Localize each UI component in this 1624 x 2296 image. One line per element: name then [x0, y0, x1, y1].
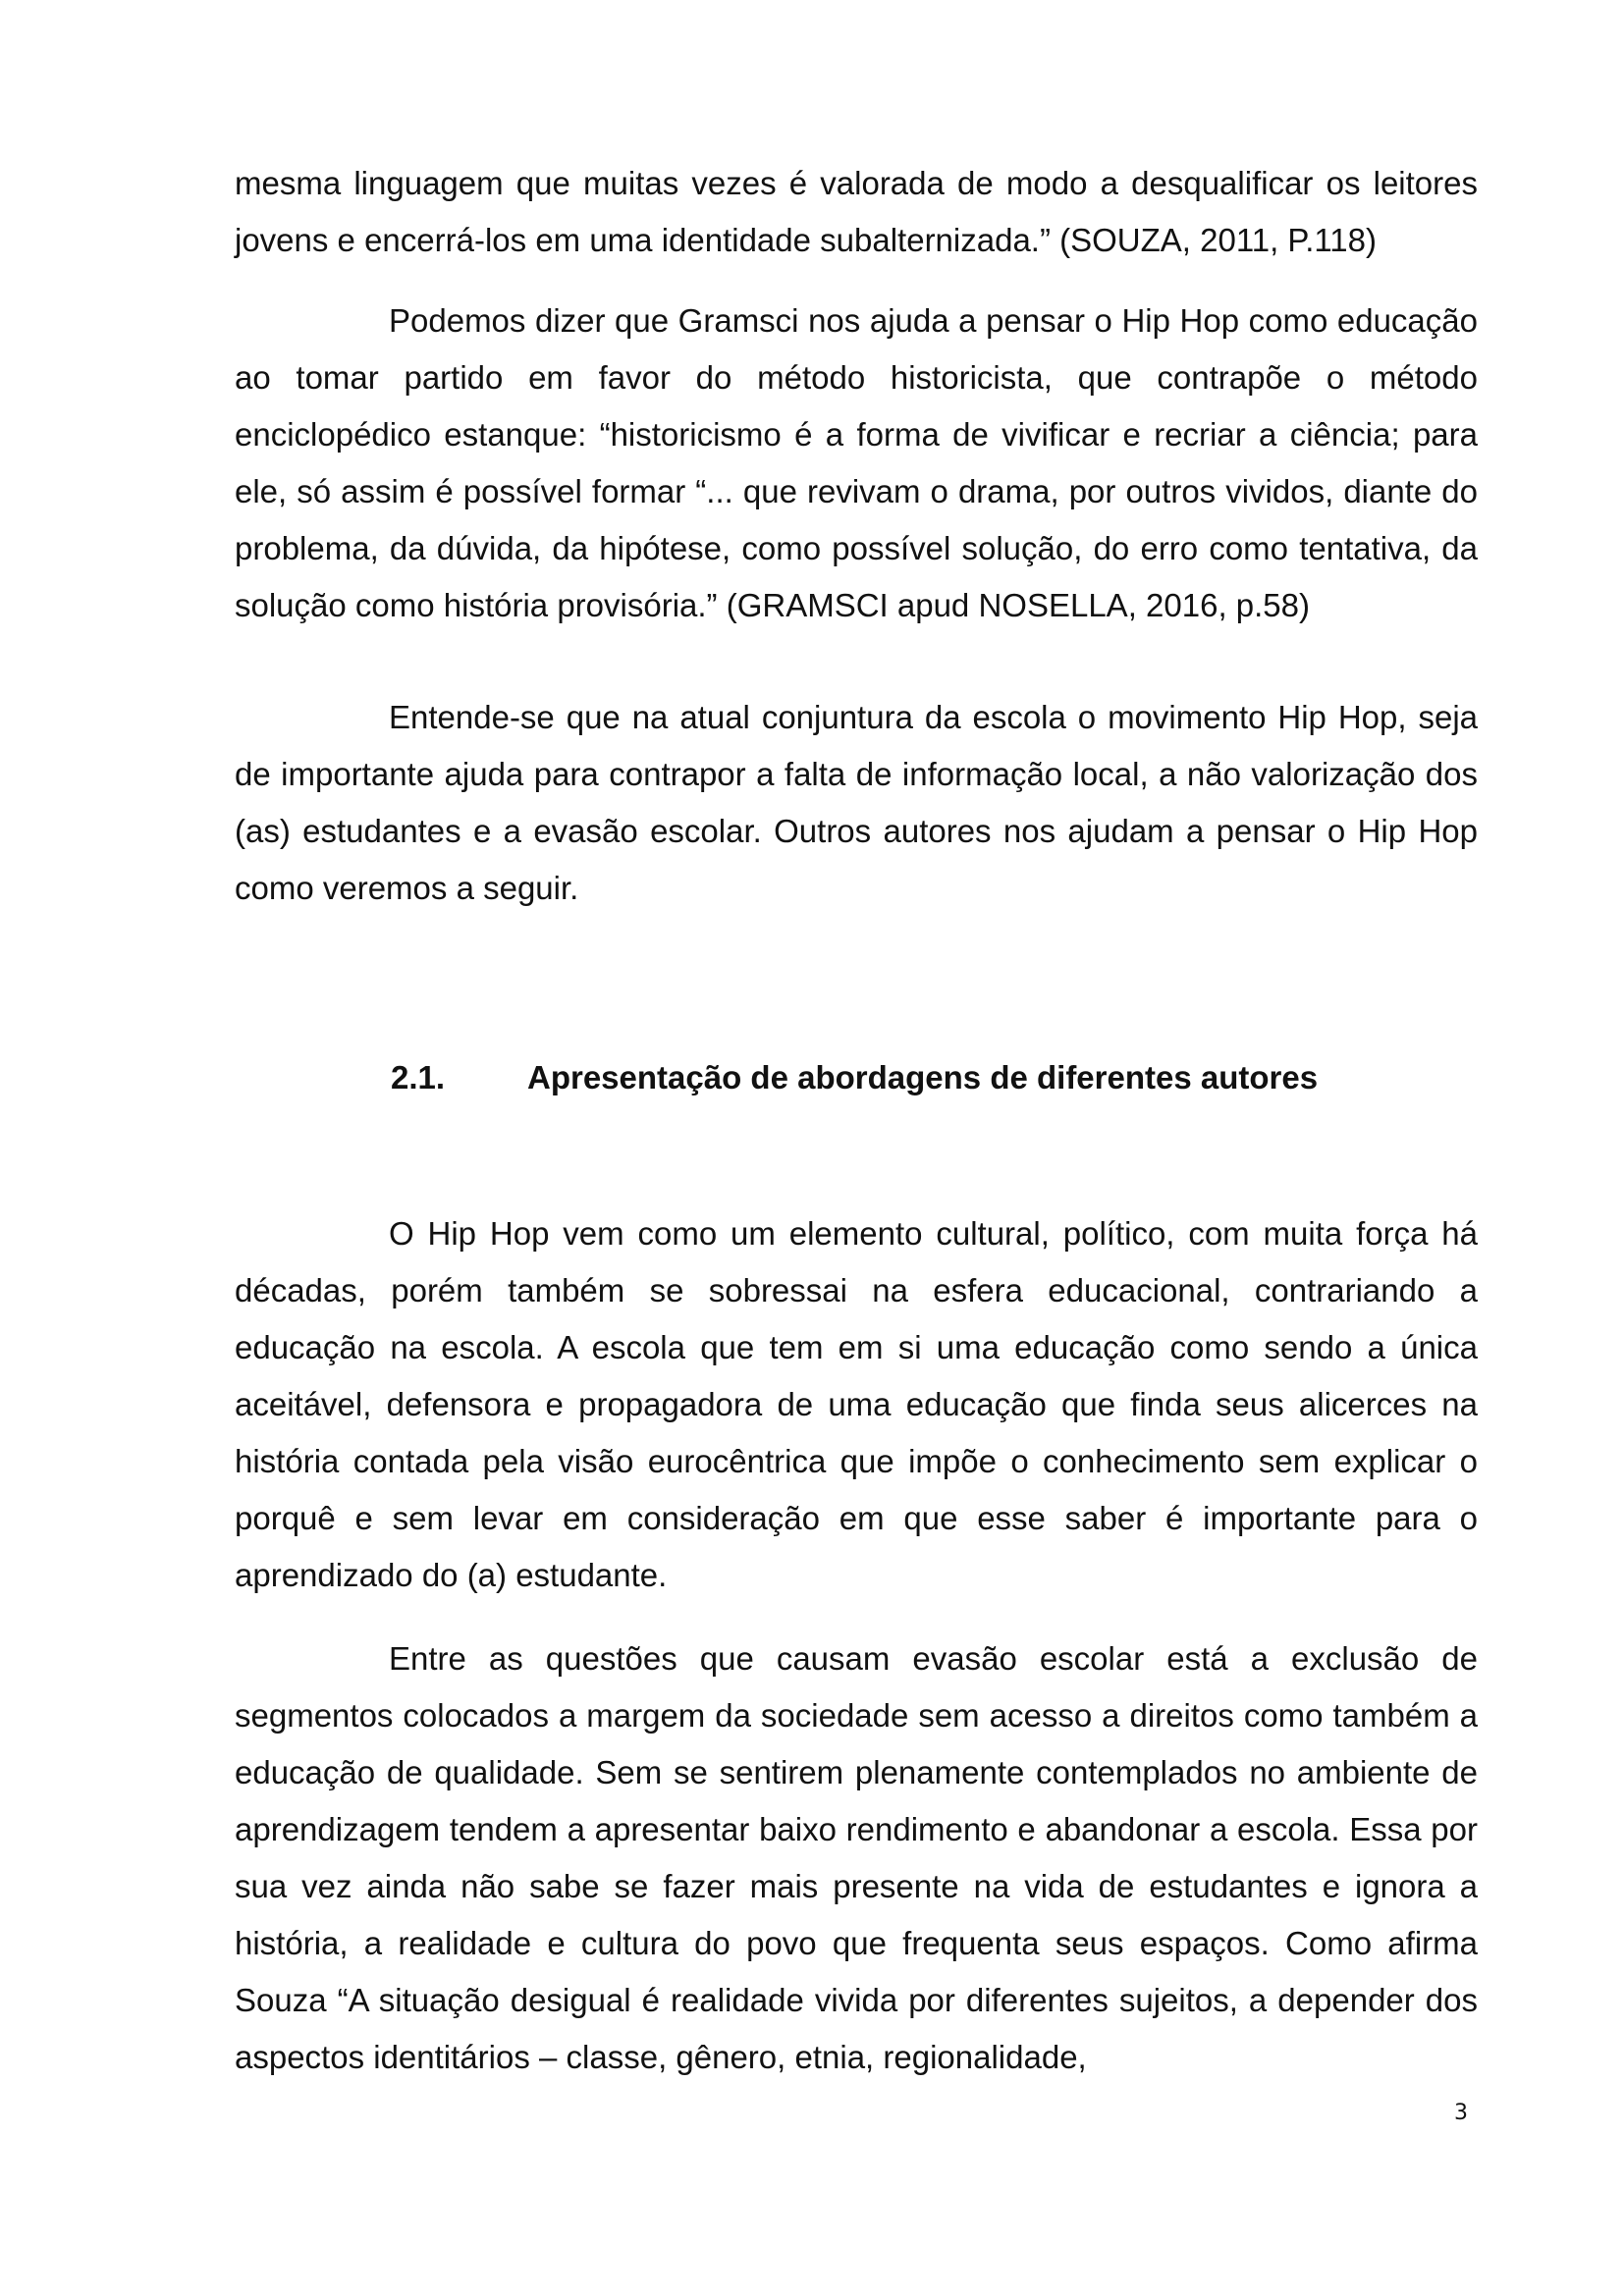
- page-number: 3: [1454, 2101, 1468, 2125]
- paragraph-hip-hop-cultural: O Hip Hop vem como um elemento cultural, político, com muita força há décadas, porém também se sobressai na esfera educacional, contrariando a educação na escola. A escola que tem em si uma educação como sendo a única aceitável, defensora e propagadora de uma educação que finda seus alicerces na história contada pela visão eurocêntrica que impõe o conhecimento sem explicar o porquê e sem levar em consideração em que esse saber é importante para o aprendizado do (a) estudante.: [235, 1215, 1478, 1593]
- paragraph-evasao-escolar: Entre as questões que causam evasão escolar está a exclusão de segmentos colocados a margem da sociedade sem acesso a direitos como também a educação de qualidade. Sem se sentirem plenamente contemplados no ambiente de aprendizagem tendem a apresentar baixo rendimento e abandonar a escola. Essa por sua vez ainda não sabe se fazer mais presente na vida de estudantes e ignora a história, a realidade e cultura do povo que frequenta seus espaços. Como afirma Souza “A situação desigual é realidade vivida por diferentes sujeitos, a depender dos aspectos identitários – classe, gênero, etnia, regionalidade,: [235, 1640, 1478, 2075]
- section-title: Apresentação de abordagens de diferentes autores: [527, 1059, 1319, 1095]
- section-number: 2.1.: [391, 1059, 446, 1095]
- paragraph-conjuntura: Entende-se que na atual conjuntura da escola o movimento Hip Hop, seja de importante ajuda para contrapor a falta de informação local, a não valorização dos (as) estudantes e a evasão escolar. Outros autores nos ajudam a pensar o Hip Hop como veremos a seguir.: [235, 699, 1478, 906]
- paragraph-gramsci: Podemos dizer que Gramsci nos ajuda a pensar o Hip Hop como educação ao tomar partido em favor do método historicista, que contrapõe o método enciclopédico estanque: “historicismo é a forma de vivificar e recriar a ciência; para ele, só assim é possível formar “... que revivam o drama, por outros vividos, diante do problema, da dúvida, da hipótese, como possível solução, do erro como tentativa, da solução como história provisória.” (GRAMSCI apud NOSELLA, 2016, p.58): [235, 302, 1478, 623]
- paragraph-souza-quote-end: mesma linguagem que muitas vezes é valorada de modo a desqualificar os leitores jovens e encerrá-los em uma identidade subalternizada.” (SOUZA, 2011, P.118): [235, 165, 1478, 258]
- section-heading: [391, 1049, 1318, 1106]
